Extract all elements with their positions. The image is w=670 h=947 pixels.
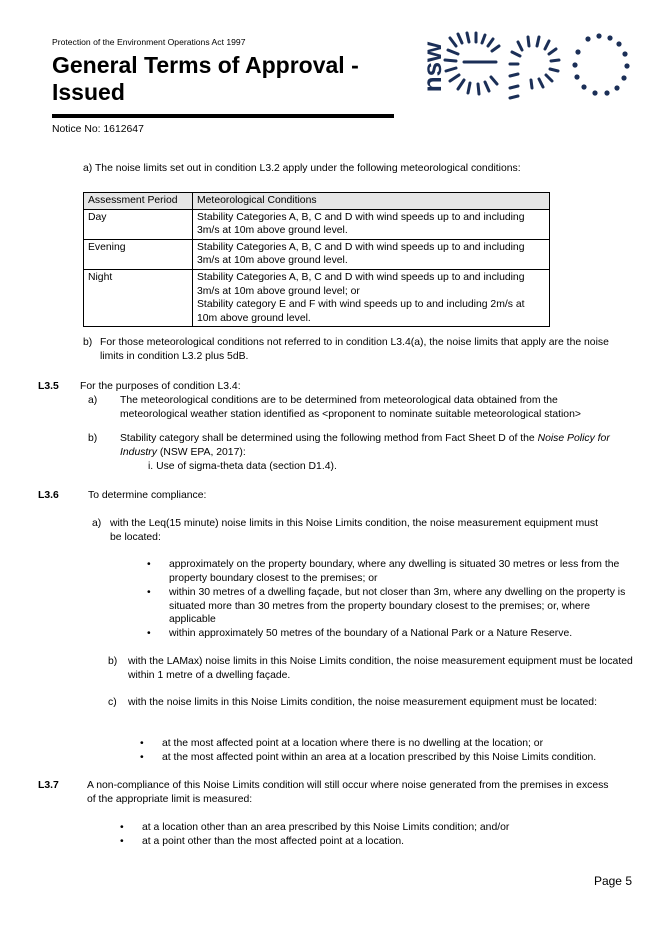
table-header-conditions: Meteorological Conditions [193,193,550,210]
list-item [140,751,632,765]
table-cell-period: Day [84,209,193,239]
condition-l35-b-text [120,432,610,459]
condition-l36-b-label: b) [108,656,118,667]
list-item-text: within 30 metres of a dwelling façade, but not closer than 3m, where any dwelling on the property is situated more than 30 metres from the property boundary closest to the premises; or, where applicable [169,587,626,626]
list-item [120,821,622,835]
night-condition-2: Stability category E and F with wind speeds up to and including 2m/s at 10m above ground level. [197,299,525,324]
l35-b-text-2: (NSW EPA, 2017): [156,446,246,458]
list-item-text: at a point other than the most affected point at a location. [142,836,405,847]
list-item [147,558,631,585]
l35-b-text-1: Stability category shall be determined using the following method from Fact Sheet D of the [120,433,538,444]
condition-b-label: b) [83,337,93,348]
bullet-dot: • [147,628,151,639]
notice-number: Notice No: 1612647 [52,124,144,135]
page-title: General Terms of Approval - Issued [52,52,359,105]
table-cell-period: Evening [84,239,193,269]
condition-l35-label: L3.5 [38,381,59,392]
condition-l35-b-label: b) [88,433,98,444]
nsw-epa-logo [408,30,634,104]
act-name: Protection of the Environment Operations Act 1997 [52,37,246,47]
svg-text:nsw: nsw [417,41,447,93]
table-row [84,239,550,269]
bullet-dot: • [147,559,151,570]
condition-l36-c-label: c) [108,697,117,708]
table-cell-conditions: Stability Categories A, B, C and D with wind speeds up to and including 3m/s at 10m above ground level. [193,209,550,239]
condition-l35-intro: For the purposes of condition L3.4: [80,381,241,392]
condition-l35-a-text: The meteorological conditions are to be determined from meteorological data obtained from the meteorological weather station identified as <proponent to nominate suitable meteorological station> [120,395,581,420]
list-item-text: within approximately 50 metres of the boundary of a National Park or a Nature Reserve. [169,628,573,639]
table-cell-period: Night [84,269,193,326]
list-item [147,627,631,641]
list-item [147,586,631,627]
condition-l36-a-text: with the Leq(15 minute) noise limits in this Noise Limits condition, the noise measurement equipment must be located: [110,518,599,543]
table-row [84,269,550,326]
condition-l36-b-text: with the LAMax) noise limits in this Noise Limits condition, the noise measurement equipment must be located within 1 metre of a dwelling façade. [128,656,633,681]
condition-b-text: For those meteorological conditions not referred to in condition L3.4(a), the noise limits that apply are the noise limits in condition L3.2 plus 5dB. [100,337,609,362]
list-item [140,737,632,751]
night-condition-1: Stability Categories A, B, C and D with wind speeds up to and including 3m/s at 10m above ground level; or [197,271,525,297]
table-header-period: Assessment Period [84,193,193,210]
bullet-dot: • [140,752,144,763]
condition-l36-c-text: with the noise limits in this Noise Limits condition, the noise measurement equipment must be located: [128,697,597,708]
condition-a-intro: a) The noise limits set out in condition L3.2 apply under the following meteorological conditions: [83,163,521,174]
condition-l36-label: L3.6 [38,490,59,501]
list-item-text: approximately on the property boundary, where any dwelling is situated 30 metres or less from the property boundary closest to the premises; or [169,559,620,584]
bullet-dot: • [120,836,124,847]
table-header-row [84,193,550,210]
l35-b-text-italic: Noise Policy for Industry [120,433,610,458]
page-number: Page 5 [593,874,632,888]
bullet-dot: • [147,587,151,598]
table-cell-conditions [193,269,550,326]
list-item-text: at the most affected point within an area at a location prescribed by this Noise Limits condition. [162,752,597,763]
bullet-dot: • [140,738,144,749]
list-item-text: at the most affected point at a location where there is no dwelling at the location; or [162,738,544,749]
table-row [84,209,550,239]
condition-l37-label: L3.7 [38,780,59,791]
table-cell-conditions: Stability Categories A, B, C and D with wind speeds up to and including 3m/s at 10m above ground level. [193,239,550,269]
title-rule [52,114,394,118]
meteorological-conditions-table [83,192,550,327]
list-item-text: at a location other than an area prescribed by this Noise Limits condition; and/or [142,822,510,833]
list-item [120,835,622,849]
bullet-dot: • [120,822,124,833]
condition-l35-a-label: a) [88,395,98,406]
condition-l36-a-label: a) [92,518,102,529]
condition-l35-i-text: i. Use of sigma-theta data (section D1.4). [148,461,337,472]
condition-l36-intro: To determine compliance: [88,490,207,501]
condition-l37-text: A non-compliance of this Noise Limits condition will still occur where noise generated from the premises in excess of the appropriate limit is measured: [87,780,609,805]
